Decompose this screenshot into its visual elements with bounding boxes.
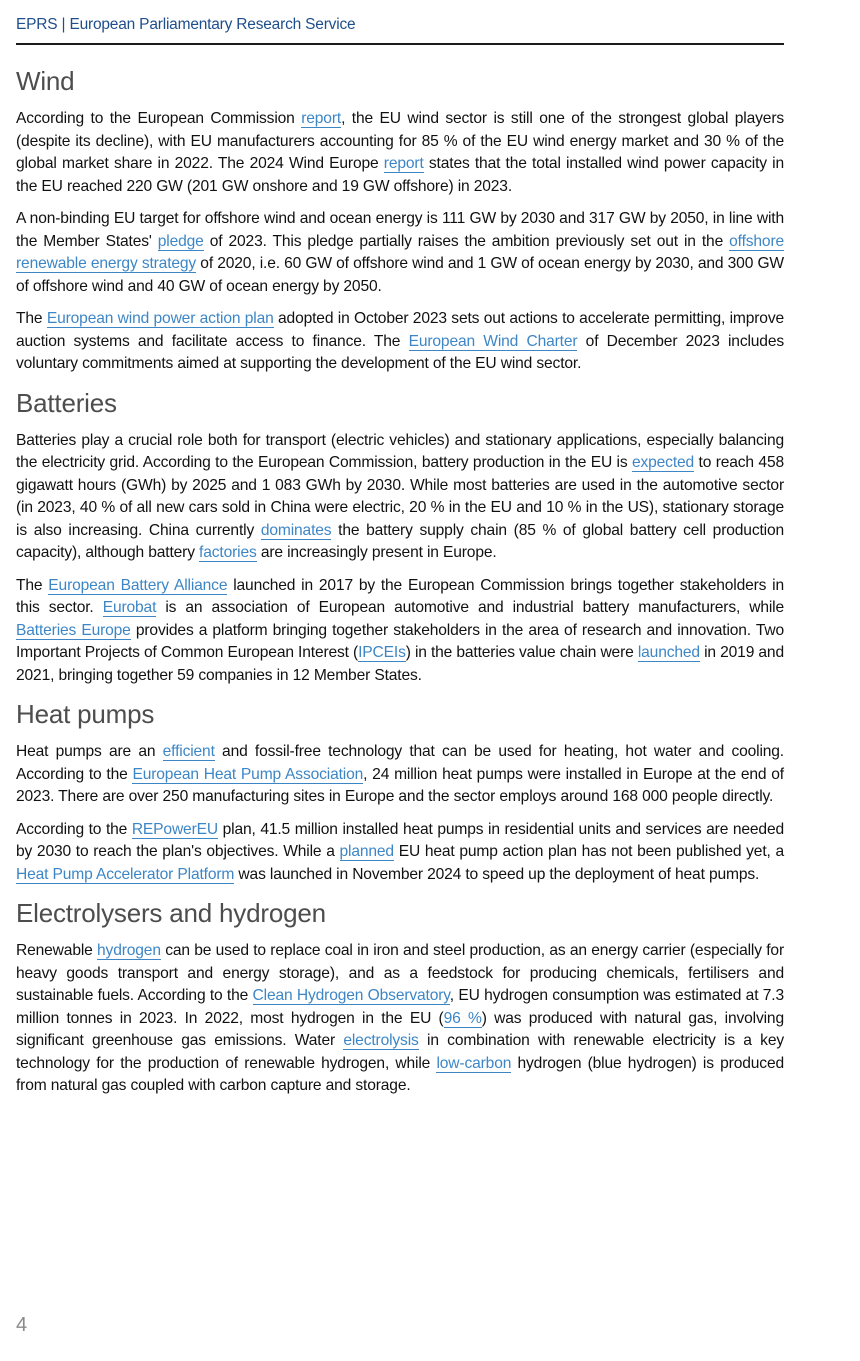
text: ) in the batteries value chain were [405, 644, 638, 661]
section-batteries [16, 386, 784, 688]
paragraph-wind-3 [16, 308, 784, 376]
text: According to the European Commission [16, 110, 302, 127]
link-96-percent[interactable]: 96 % [443, 1009, 482, 1027]
link-accelerator-platform[interactable]: Heat Pump Accelerator Platform [16, 865, 235, 883]
section-heat-pumps [16, 697, 784, 886]
link-electrolysis[interactable]: electrolysis [343, 1032, 419, 1049]
link-hydrogen[interactable]: hydrogen [97, 942, 161, 959]
text: ) was produced with natural gas, involving significant greenhouse gas emissions. Water [16, 1009, 784, 1049]
link-wind-action-plan[interactable]: European wind power action plan [46, 310, 274, 327]
text: of 2023. This pledge partially raises the ambition previously set out in the [203, 232, 730, 250]
link-factories[interactable]: factories [199, 544, 257, 561]
link-heat-pump-association[interactable]: European Heat Pump Association [132, 765, 364, 783]
link-planned[interactable]: planned [339, 843, 394, 860]
text: of 2020, i.e. 60 GW of offshore wind and 1 GW of ocean energy by 2030, and 300 GW of offshore wind and 40 GW of ocean energy by 2050. [16, 255, 784, 295]
text: adopted in October 2023 sets out actions to accelerate permitting, improve auction systems and facilitate access to finance. The [16, 310, 784, 350]
document-body [16, 64, 784, 1108]
text: are increasingly present in Europe. [256, 544, 497, 561]
text: in combination with renewable electricity is a key technology for the production of renewable hydrogen, while [16, 1032, 784, 1072]
text: , EU hydrogen consumption was estimated at 7.3 million tonnes in 2023. In 2022, most hydrogen in the EU ( [16, 987, 784, 1027]
text: of December 2023 includes voluntary commitments aimed at supporting the development of the EU wind sector. [16, 332, 784, 372]
link-clean-hydrogen-observatory[interactable]: Clean Hydrogen Observatory [252, 987, 450, 1004]
link-offshore-strategy[interactable]: offshore renewable energy strategy [16, 232, 785, 272]
paragraph-batteries-2 [16, 575, 784, 688]
link-dominates[interactable]: dominates [260, 521, 332, 539]
text: in 2019 and 2021, bringing together 59 companies in 12 Member States. [16, 644, 784, 684]
link-battery-alliance[interactable]: European Battery Alliance [48, 576, 228, 594]
link-batteries-europe[interactable]: Batteries Europe [16, 621, 131, 639]
text: plan, 41.5 million installed heat pumps in residential units and services are needed by 2030 to reach the plan's objectives. While a [16, 820, 784, 860]
link-report-wind-europe[interactable]: report [383, 155, 424, 172]
link-repowereu[interactable]: REPowerEU [131, 820, 218, 838]
link-launched[interactable]: launched [637, 644, 700, 661]
text: launched in 2017 by the European Commission brings together stakeholders in this sector. [16, 576, 785, 616]
paragraph-wind-2 [16, 208, 784, 298]
text: Batteries play a crucial role both for transport (electric vehicles) and stationary applications, especially balancing the electricity grid. According to the European Commission, battery production in the EU is [16, 431, 784, 471]
section-wind [16, 64, 784, 376]
text: can be used to replace coal in iron and steel production, as an energy carrier (especially for heavy goods transport and energy storage), and as a feedstock for producing chemicals, fertilisers and sustainable fuels. According to the [16, 942, 784, 1004]
text: states that the total installed wind power capacity in the EU reached 220 GW (201 GW onshore and 19 GW offshore) in 2023. [16, 155, 785, 195]
text: EU heat pump action plan has not been published yet, a [393, 843, 784, 860]
paragraph-heat-pumps-2 [16, 819, 784, 887]
text: and fossil-free technology that can be used for heating, hot water and cooling. According to the [16, 743, 784, 783]
section-heading-hydrogen: Electrolysers and hydrogen [16, 898, 326, 928]
text: The [16, 576, 49, 594]
text: , the EU wind sector is still one of the strongest global players (despite its decline), with EU manufacturers accounting for 85 % of the EU wind energy market and 30 % of the global market share in 2022. The 2024 Wind Europe [16, 110, 785, 172]
link-pledge[interactable]: pledge [157, 232, 204, 250]
text: Renewable [16, 942, 98, 959]
text: The [16, 310, 47, 327]
text: , 24 million heat pumps were installed in Europe at the end of 2023. There are over 250 manufacturing sites in Europe and the sector employs around 168 000 people directly. [16, 765, 784, 805]
link-efficient[interactable]: efficient [162, 743, 215, 760]
paragraph-heat-pumps-1 [16, 741, 784, 809]
section-hydrogen [16, 896, 784, 1098]
link-low-carbon[interactable]: low-carbon [436, 1054, 512, 1072]
running-header [16, 14, 784, 45]
page-number: 4 [16, 1314, 28, 1336]
paragraph-hydrogen-1 [16, 940, 784, 1098]
section-heading-batteries: Batteries [16, 387, 117, 418]
text: Heat pumps are an [16, 743, 163, 760]
text: hydrogen (blue hydrogen) is produced from natural gas coupled with carbon capture and storage. [16, 1054, 784, 1094]
text: is an association of European automotive and industrial battery manufacturers, while [156, 599, 785, 616]
header-title: EPRS | European Parliamentary Research Service [16, 16, 356, 33]
section-heading-wind: Wind [16, 66, 75, 96]
link-report-commission[interactable]: report [301, 110, 342, 127]
section-heading-heat-pumps: Heat pumps [16, 699, 155, 729]
link-wind-charter[interactable]: European Wind Charter [408, 332, 578, 350]
text: According to the [16, 820, 132, 838]
text: to reach 458 gigawatt hours (GWh) by 2025 and 1 083 GWh by 2030. While most batteries are used in the automotive sector (in 2023, 40 % of all new cars sold in China were electric, 20 % in the EU and 10 % in the US), stationary storage is also increasing. China currently [16, 454, 784, 539]
text: was launched in November 2024 to speed up the deployment of heat pumps. [234, 865, 760, 883]
link-eurobat[interactable]: Eurobat [102, 599, 157, 616]
text: provides a platform bringing together stakeholders in the area of research and innovation. Two Important Projects of Common European Interest ( [16, 621, 784, 661]
paragraph-batteries-1 [16, 430, 784, 565]
link-ipceis[interactable]: IPCEIs [358, 644, 406, 661]
paragraph-wind-1 [16, 108, 784, 198]
text: A non-binding EU target for offshore wind and ocean energy is 111 GW by 2030 and 317 GW by 2050, in line with the Member States' [16, 210, 784, 250]
link-expected[interactable]: expected [631, 454, 695, 471]
text: the battery supply chain (85 % of global battery cell production capacity), although battery [16, 521, 785, 561]
